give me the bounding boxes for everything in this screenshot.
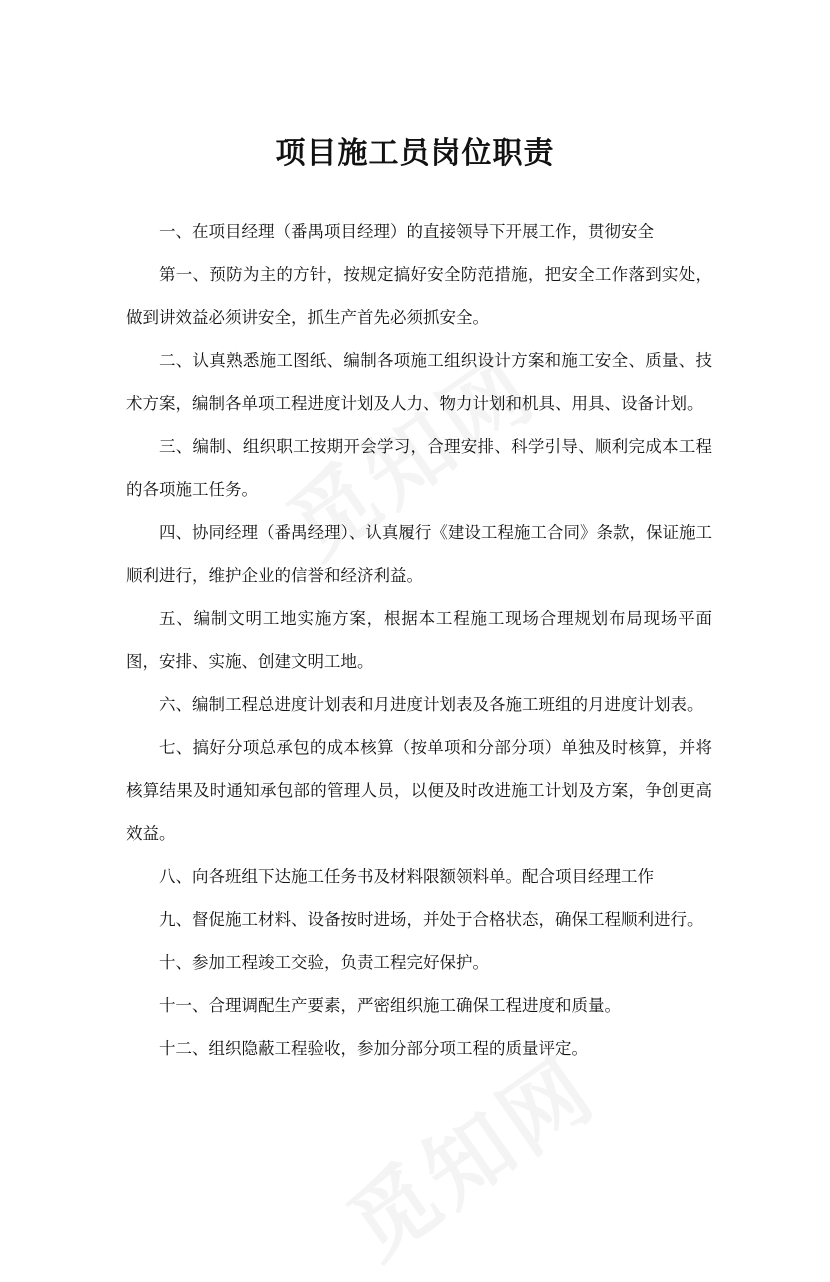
paragraph-7: 六、编制工程总进度计划表和月进度计划表及各施工班组的月进度计划表。 <box>159 695 704 714</box>
paragraph-2: 第一、预防为主的方针，按规定搞好安全防范措施，把安全工作落到实处，做到讲效益必须讲安全，抓生产首先必须抓安全。 <box>126 265 712 327</box>
paragraph-5: 四、协同经理（番禺经理）、认真履行《建设工程施工合同》条款，保证施工顺利进行，维护企业的信誉和经济利益。 <box>126 523 712 585</box>
paragraph-8: 七、搞好分项总承包的成本核算（按单项和分部分项）单独及时核算，并将核算结果及时通知承包部的管理人员，以便及时改进施工计划及方案，争创更高效益。 <box>126 738 712 843</box>
paragraph-11: 十、参加工程竣工交验，负责工程完好保护。 <box>159 953 489 972</box>
paragraph-12: 十一、合理调配生产要素，严密组织施工确保工程进度和质量。 <box>159 996 621 1015</box>
document-body <box>126 210 712 1070</box>
paragraph-13: 十二、组织隐蔽工程验收，参加分部分项工程的质量评定。 <box>159 1039 588 1058</box>
paragraph-4: 三、编制、组织职工按期开会学习，合理安排、科学引导、顺利完成本工程的各项施工任务。 <box>126 437 712 499</box>
document-title: 项目施工员岗位职责 <box>275 136 555 172</box>
paragraph-1: 一、在项目经理（番禺项目经理）的直接领导下开展工作，贯彻安全 <box>159 222 654 241</box>
paragraph-9: 八、向各班组下达施工任务书及材料限额领料单。配合项目经理工作 <box>159 867 654 886</box>
paragraph-3: 二、认真熟悉施工图纸、编制各项施工组织设计方案和施工安全、质量、技术方案，编制各单项工程进度计划及人力、物力计划和机具、用具、设备计划。 <box>126 351 712 413</box>
paragraph-10: 九、督促施工材料、设备按时进场，并处于合格状态，确保工程顺利进行。 <box>159 910 704 929</box>
paragraph-6: 五、编制文明工地实施方案，根据本工程施工现场合理规划布局现场平面图，安排、实施、创建文明工地。 <box>126 609 712 671</box>
